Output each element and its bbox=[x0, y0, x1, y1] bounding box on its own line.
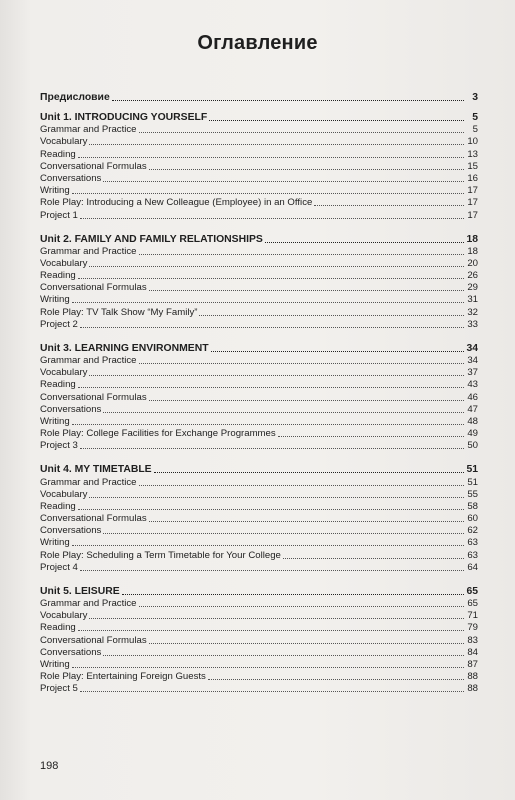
leader-dots bbox=[89, 266, 464, 267]
toc-entry-page: 46 bbox=[467, 391, 478, 403]
toc-entry-label: Role Play: College Facilities for Exchange Programmes bbox=[40, 428, 276, 440]
toc-entry bbox=[40, 489, 478, 501]
leader-dots bbox=[72, 424, 464, 425]
leader-dots bbox=[80, 218, 464, 219]
toc-entry-label: Writing bbox=[40, 185, 70, 197]
toc-unit-title: Unit 2. FAMILY AND FAMILY RELATIONSHIPS bbox=[40, 233, 263, 245]
toc-entry bbox=[40, 404, 478, 416]
toc-entry-label: Project 3 bbox=[40, 440, 78, 452]
toc-entry-label: Reading bbox=[40, 500, 76, 512]
leader-dots bbox=[154, 472, 464, 473]
toc-entry bbox=[40, 246, 478, 258]
toc-entry-label: Reading bbox=[40, 622, 76, 634]
toc-entry-page: 71 bbox=[467, 610, 478, 622]
toc-entry-label: Project 2 bbox=[40, 318, 78, 330]
toc-unit-title: Unit 4. MY TIMETABLE bbox=[40, 464, 152, 476]
leader-dots bbox=[78, 157, 464, 158]
toc-entry-page: 17 bbox=[467, 185, 478, 197]
toc-entry-page: 83 bbox=[467, 634, 478, 646]
toc-entry bbox=[40, 610, 478, 622]
toc-entry bbox=[40, 319, 478, 331]
toc-entry-page: 88 bbox=[467, 683, 478, 695]
toc-entry-page: 55 bbox=[467, 488, 478, 500]
leader-dots bbox=[89, 497, 464, 498]
toc-entry bbox=[40, 525, 478, 537]
toc-entry-page: 10 bbox=[467, 136, 478, 148]
toc-entry-page: 17 bbox=[467, 197, 478, 209]
toc-entry bbox=[40, 258, 478, 270]
leader-dots bbox=[103, 181, 464, 182]
toc-entry-page: 48 bbox=[467, 415, 478, 427]
leader-dots bbox=[89, 375, 464, 376]
toc-entry-label: Grammar and Practice bbox=[40, 355, 137, 366]
toc-entry-page: 31 bbox=[467, 294, 478, 306]
toc-entry-page: 15 bbox=[467, 160, 478, 172]
leader-dots bbox=[139, 606, 465, 607]
toc-entry bbox=[40, 391, 478, 403]
toc-entry-page: 51 bbox=[467, 476, 478, 488]
toc-entry-page: 43 bbox=[467, 379, 478, 391]
toc-entry-page: 84 bbox=[467, 646, 478, 658]
leader-dots bbox=[139, 485, 465, 486]
leader-dots bbox=[265, 242, 464, 243]
toc-entry bbox=[40, 549, 478, 561]
toc-entry bbox=[40, 161, 478, 173]
toc-entry bbox=[40, 209, 478, 221]
leader-dots bbox=[89, 618, 464, 619]
toc-entry-page: 62 bbox=[467, 525, 478, 537]
toc-entry-page: 79 bbox=[467, 622, 478, 634]
toc-entry-label: Project 1 bbox=[40, 209, 78, 221]
toc-entry-page: 26 bbox=[467, 270, 478, 282]
toc-entry-label: Project 5 bbox=[40, 683, 78, 695]
toc-entry-label: Conversations bbox=[40, 172, 102, 184]
toc-entry-page: 63 bbox=[467, 537, 478, 549]
toc-unit-heading bbox=[40, 341, 478, 355]
toc-entry-page: 33 bbox=[467, 318, 478, 330]
toc-entry-label: Writing bbox=[40, 415, 70, 427]
leader-dots bbox=[78, 387, 464, 388]
leader-dots bbox=[80, 448, 464, 449]
toc-entry-label: Grammar and Practice bbox=[40, 476, 137, 488]
toc-entry-page: 34 bbox=[467, 355, 478, 366]
toc-entry bbox=[40, 367, 478, 379]
toc-entry-page: 49 bbox=[467, 428, 478, 440]
leader-dots bbox=[112, 100, 464, 101]
toc-entry-label: Writing bbox=[40, 658, 70, 670]
toc-entry-page: 64 bbox=[467, 561, 478, 573]
toc-entry-page: 50 bbox=[467, 440, 478, 452]
toc-entry-label: Role Play: TV Talk Show “My Family” bbox=[40, 306, 198, 318]
toc-entry-label: Role Play: Entertaining Foreign Guests bbox=[40, 671, 206, 683]
section-gap bbox=[40, 222, 478, 232]
toc-entry bbox=[40, 416, 478, 428]
toc-entry-label: Conversations bbox=[40, 646, 102, 658]
toc-units bbox=[40, 104, 478, 695]
leader-dots bbox=[139, 132, 465, 133]
toc-entry bbox=[40, 562, 478, 574]
table-of-contents bbox=[40, 90, 478, 695]
toc-entry-label: Reading bbox=[40, 148, 76, 160]
toc-entry-page: 87 bbox=[467, 658, 478, 670]
toc-entry-page: 13 bbox=[467, 148, 478, 160]
toc-entry-label: Conversations bbox=[40, 403, 102, 415]
leader-dots bbox=[80, 327, 464, 328]
toc-entry bbox=[40, 282, 478, 294]
toc-entry bbox=[40, 355, 478, 367]
toc-entry-page: 58 bbox=[467, 500, 478, 512]
toc-entry bbox=[40, 379, 478, 391]
toc-entry-label: Role Play: Introducing a New Colleague (Employee) in an Office bbox=[40, 197, 313, 209]
leader-dots bbox=[314, 205, 464, 206]
toc-entry bbox=[40, 148, 478, 160]
toc-entry bbox=[40, 622, 478, 634]
toc-entry-page: 65 bbox=[467, 598, 478, 609]
toc-entry bbox=[40, 306, 478, 318]
toc-entry bbox=[40, 671, 478, 683]
leader-dots bbox=[208, 679, 464, 680]
toc-unit-heading bbox=[40, 584, 478, 598]
leader-dots bbox=[283, 558, 464, 559]
leader-dots bbox=[209, 120, 464, 121]
toc-unit-page: 18 bbox=[466, 233, 478, 245]
toc-entry-label: Vocabulary bbox=[40, 610, 88, 622]
toc-entry-page: 60 bbox=[467, 513, 478, 525]
leader-dots bbox=[78, 278, 464, 279]
toc-entry-page: 88 bbox=[467, 671, 478, 683]
page-title: Оглавление bbox=[197, 32, 318, 54]
toc-entry bbox=[40, 647, 478, 659]
toc-entry-label: Vocabulary bbox=[40, 257, 88, 269]
toc-entry-page: 5 bbox=[472, 124, 478, 136]
toc-entry bbox=[40, 683, 478, 695]
section-gap bbox=[40, 452, 478, 462]
section-gap bbox=[40, 574, 478, 584]
toc-entry bbox=[40, 197, 478, 209]
leader-dots bbox=[278, 436, 464, 437]
leader-dots bbox=[211, 351, 464, 352]
leader-dots bbox=[139, 254, 465, 255]
toc-unit-page: 65 bbox=[466, 585, 478, 597]
leader-dots bbox=[72, 193, 464, 194]
toc-entry-label: Reading bbox=[40, 270, 76, 282]
leader-dots bbox=[72, 667, 464, 668]
leader-dots bbox=[149, 169, 464, 170]
toc-entry bbox=[40, 428, 478, 440]
leader-dots bbox=[89, 144, 464, 145]
toc-entry-label: Reading bbox=[40, 379, 76, 391]
section-gap bbox=[40, 331, 478, 341]
toc-entry-label: Vocabulary bbox=[40, 367, 88, 379]
toc-entry-label: Grammar and Practice bbox=[40, 124, 137, 136]
toc-entry-label: Role Play: Scheduling a Term Timetable for Your College bbox=[40, 549, 281, 561]
toc-entry-page: 47 bbox=[467, 403, 478, 415]
toc-entry bbox=[40, 136, 478, 148]
toc-unit-heading bbox=[40, 232, 478, 246]
toc-unit-title: Unit 1. INTRODUCING YOURSELF bbox=[40, 112, 208, 123]
toc-unit-page: 5 bbox=[472, 112, 478, 123]
leader-dots bbox=[149, 290, 464, 291]
toc-entry-page: 18 bbox=[467, 245, 478, 257]
toc-entry-label: Conversational Formulas bbox=[40, 282, 147, 294]
toc-entry-page: 37 bbox=[467, 367, 478, 379]
toc-entry-label: Conversational Formulas bbox=[40, 513, 147, 525]
leader-dots bbox=[149, 643, 464, 644]
toc-entry-page: 16 bbox=[467, 172, 478, 184]
page-number: 198 bbox=[40, 760, 59, 772]
toc-entry bbox=[40, 598, 478, 610]
leader-dots bbox=[80, 570, 464, 571]
toc-entry-label: Vocabulary bbox=[40, 488, 88, 500]
toc-entry bbox=[40, 513, 478, 525]
toc-unit-page: 34 bbox=[466, 342, 478, 354]
toc-entry bbox=[40, 294, 478, 306]
toc-entry bbox=[40, 185, 478, 197]
toc-entry-label: Conversational Formulas bbox=[40, 391, 147, 403]
toc-preface-page: 3 bbox=[472, 92, 478, 103]
leader-dots bbox=[139, 363, 465, 364]
toc-entry-label: Vocabulary bbox=[40, 136, 88, 148]
toc-entry bbox=[40, 634, 478, 646]
toc-entry-label: Project 4 bbox=[40, 561, 78, 573]
leader-dots bbox=[80, 691, 464, 692]
toc-entry bbox=[40, 501, 478, 513]
toc-entry bbox=[40, 659, 478, 671]
toc-unit-page: 51 bbox=[466, 464, 478, 476]
toc-unit-heading bbox=[40, 110, 478, 124]
toc-unit-title: Unit 5. LEISURE bbox=[40, 585, 120, 597]
leader-dots bbox=[103, 412, 464, 413]
toc-entry bbox=[40, 476, 478, 488]
leader-dots bbox=[103, 655, 464, 656]
leader-dots bbox=[149, 521, 464, 522]
leader-dots bbox=[78, 630, 464, 631]
leader-dots bbox=[72, 302, 464, 303]
toc-unit-heading bbox=[40, 462, 478, 476]
toc-entry bbox=[40, 270, 478, 282]
leader-dots bbox=[78, 509, 464, 510]
toc-entry-label: Grammar and Practice bbox=[40, 598, 137, 609]
toc-entry-label: Writing bbox=[40, 294, 70, 306]
toc-entry-page: 32 bbox=[467, 306, 478, 318]
toc-entry bbox=[40, 537, 478, 549]
toc-entry bbox=[40, 440, 478, 452]
toc-entry-label: Conversations bbox=[40, 525, 102, 537]
toc-preface bbox=[40, 90, 478, 104]
toc-entry-label: Writing bbox=[40, 537, 70, 549]
toc-entry-label: Conversational Formulas bbox=[40, 160, 147, 172]
leader-dots bbox=[72, 545, 464, 546]
leader-dots bbox=[103, 533, 464, 534]
leader-dots bbox=[149, 400, 464, 401]
toc-unit-title: Unit 3. LEARNING ENVIRONMENT bbox=[40, 342, 209, 354]
toc-entry-page: 17 bbox=[467, 209, 478, 221]
toc-entry-page: 29 bbox=[467, 282, 478, 294]
toc-entry bbox=[40, 124, 478, 136]
toc-preface-label: Предисловие bbox=[40, 92, 110, 103]
leader-dots bbox=[122, 594, 464, 595]
toc-entry-page: 20 bbox=[467, 257, 478, 269]
toc-entry-page: 63 bbox=[467, 549, 478, 561]
toc-entry-label: Grammar and Practice bbox=[40, 245, 137, 257]
toc-entry-label: Conversational Formulas bbox=[40, 634, 147, 646]
leader-dots bbox=[199, 315, 464, 316]
toc-entry bbox=[40, 173, 478, 185]
